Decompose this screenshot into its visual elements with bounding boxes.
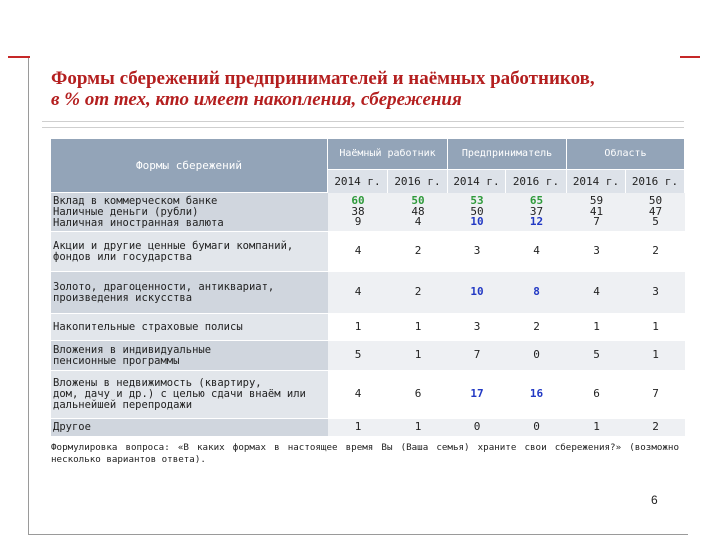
value-cell: 1	[626, 314, 685, 341]
table-row	[51, 272, 685, 314]
value-cell: 5	[567, 341, 626, 371]
value-cell: 6	[567, 371, 626, 419]
table-row	[51, 193, 685, 232]
value-cell: 17	[448, 371, 506, 419]
header-group-region: Область	[567, 139, 685, 170]
value-cell: 3	[448, 314, 506, 341]
page-number: 6	[651, 493, 658, 507]
row-label	[51, 193, 328, 232]
value-cell: 10	[448, 272, 506, 314]
value-cell: 65 37 12	[506, 193, 567, 232]
value-cell: 3	[448, 232, 506, 272]
value-cell: 0	[506, 341, 567, 371]
slide-title	[51, 68, 691, 110]
value-cell: 2	[388, 232, 448, 272]
question-footnote: Формулировка вопроса: «В каких формах в настоящее время Вы (Ваша семья) храните свои сбережения?» (возможно несколько вариантов ответа).	[51, 442, 679, 465]
value-cell: 1	[328, 419, 388, 437]
value-cell: 4	[567, 272, 626, 314]
header-group-employee: Наёмный работник	[328, 139, 448, 170]
year-header: 2014 г.	[567, 170, 626, 193]
row-label: Другое	[51, 419, 328, 437]
table-row	[51, 341, 685, 371]
row-label-line: произведения искусства	[53, 291, 193, 304]
value-cell: 1	[388, 314, 448, 341]
value-cell: 0	[506, 419, 567, 437]
value-cell: 0	[448, 419, 506, 437]
value-cell: 3	[626, 272, 685, 314]
value-cell: 4	[328, 232, 388, 272]
value-cell: 1	[328, 314, 388, 341]
row-label	[51, 232, 328, 272]
row-label-line: фондов или государства	[53, 250, 193, 263]
row-label-line: Золото, драгоценности, антиквариат,	[53, 280, 275, 293]
value-cell: 4	[328, 272, 388, 314]
year-header: 2014 г.	[448, 170, 506, 193]
row-label-line: дом, дачу и др.) с целью сдачи внаём или	[53, 388, 306, 400]
slide-frame-bottom	[28, 534, 688, 535]
accent-bar-left	[8, 56, 30, 58]
value-cell: 1	[567, 314, 626, 341]
row-label	[51, 371, 328, 419]
value-cell: 3	[567, 232, 626, 272]
table-row	[51, 419, 685, 437]
value-cell: 1	[626, 341, 685, 371]
value-cell: 1	[388, 419, 448, 437]
value-cell: 5	[328, 341, 388, 371]
year-header: 2016 г.	[388, 170, 448, 193]
row-label	[51, 341, 328, 371]
value-cell: 4	[506, 232, 567, 272]
row-label	[51, 272, 328, 314]
value-cell: 2	[626, 232, 685, 272]
header-forms: Формы сбережений	[51, 139, 328, 193]
table-row	[51, 232, 685, 272]
row-label-line: Наличные деньги (рубли)	[53, 205, 199, 218]
table-row	[51, 314, 685, 341]
row-label-line: Вложения в индивидуальные	[53, 343, 212, 356]
row-label-line: Вклад в коммерческом банке	[53, 194, 218, 207]
value-cell: 1	[388, 341, 448, 371]
title-divider-1	[42, 121, 684, 122]
value-cell: 16	[506, 371, 567, 419]
title-divider-2	[42, 127, 684, 128]
value-cell: 8	[506, 272, 567, 314]
value-cell: 6	[388, 371, 448, 419]
value-cell: 2	[506, 314, 567, 341]
value-cell: 2	[388, 272, 448, 314]
value-cell: 50 48 4	[388, 193, 448, 232]
value-cell: 7	[448, 341, 506, 371]
title-line-1: Формы сбережений предпринимателей и наёмных работников,	[51, 68, 595, 89]
value-cell: 4	[328, 371, 388, 419]
value-cell: 53 50 10	[448, 193, 506, 232]
header-group-entrepreneur: Предприниматель	[448, 139, 567, 170]
row-label-line: пенсионные программы	[53, 354, 180, 367]
table-row	[51, 371, 685, 419]
value-cell: 60 38 9	[328, 193, 388, 232]
value-cell: 2	[626, 419, 685, 437]
row-label-line: Наличная иностранная валюта	[53, 216, 224, 229]
year-header: 2014 г.	[328, 170, 388, 193]
row-label-line: Акции и другие ценные бумаги компаний,	[53, 239, 294, 252]
value-cell: 7	[626, 371, 685, 419]
value-cell: 59 41 7	[567, 193, 626, 232]
row-label-line: Вложены в недвижимость (квартиру,	[53, 377, 262, 389]
year-header: 2016 г.	[506, 170, 567, 193]
value-cell: 50 47 5	[626, 193, 685, 232]
year-header: 2016 г.	[626, 170, 685, 193]
row-label-line: дальнейшей перепродажи	[53, 399, 193, 411]
value-cell: 1	[567, 419, 626, 437]
savings-table	[51, 139, 685, 437]
title-line-2: в % от тех, кто имеет накопления, сбережения	[51, 89, 462, 110]
row-label: Накопительные страховые полисы	[51, 314, 328, 341]
